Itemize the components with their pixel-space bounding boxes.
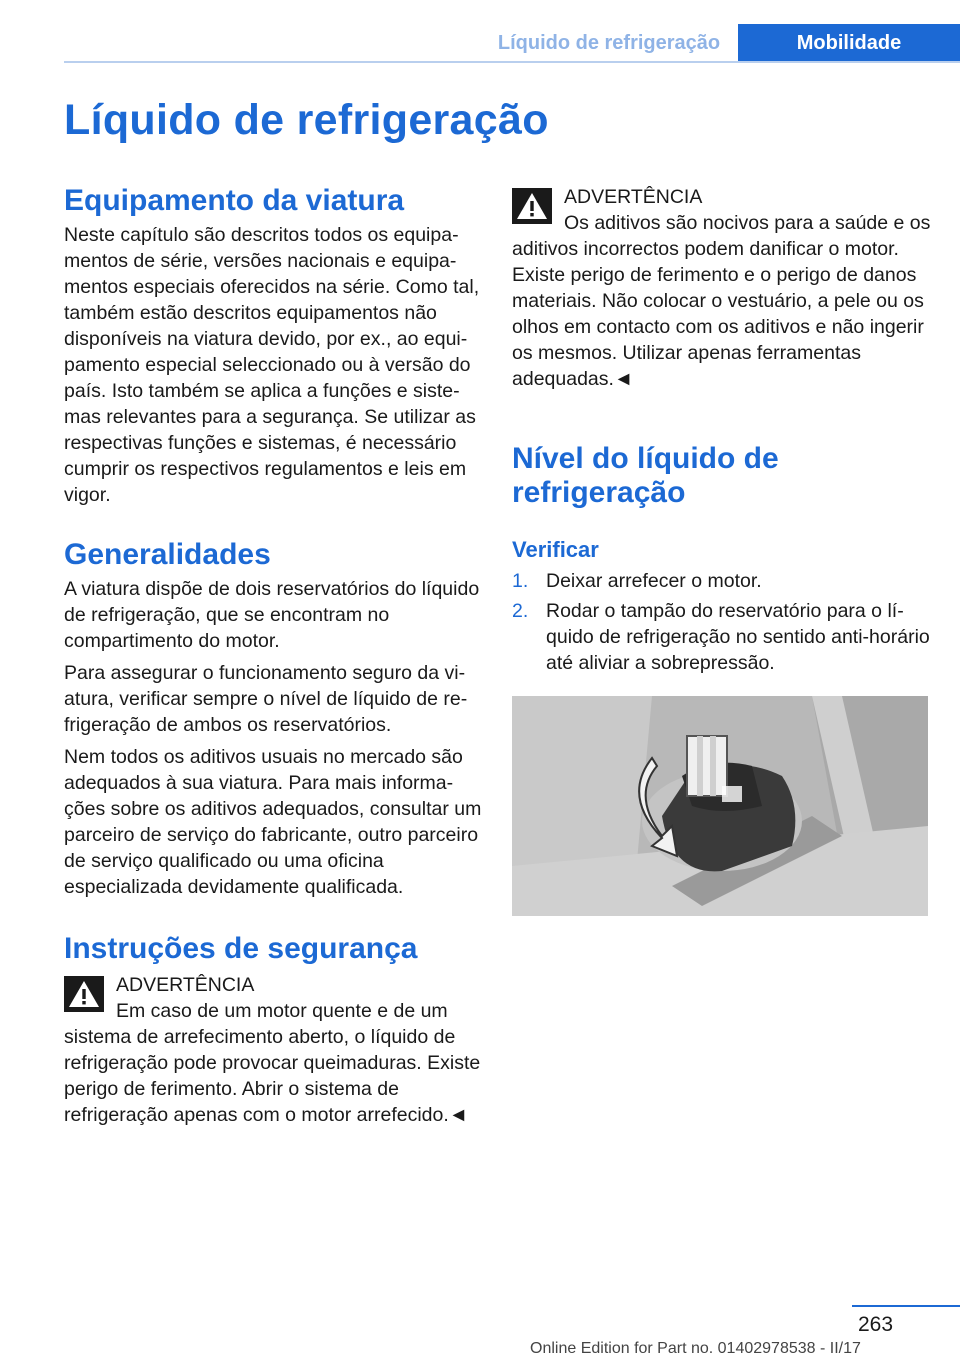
- left-column: [64, 184, 484, 1128]
- section-heading-safety: Instruções de segurança: [64, 932, 418, 965]
- warning-triangle-icon: [512, 188, 552, 224]
- general-paragraph-3: Nem todos os aditivos usuais no mercado são adequados à sua viatura. Para mais informações sobre os aditivos adequados, consultar um parceiro de serviço do fabricante, outro parceiro de serviço qualificado ou uma oficina especializada devidamente qualificada.: [64, 746, 482, 898]
- footer-edition: Online Edition for Part no. 01402978538 - II/17: [530, 1340, 861, 1357]
- step-item: [512, 598, 932, 676]
- additives-warning: [512, 184, 932, 392]
- section-heading-equipment: Equipamento da viatura: [64, 184, 405, 217]
- equipment-paragraph: Neste capítulo são descritos todos os equipamentos de série, versões nacionais e equipamentos especiais oferecidos na série. Como tal, também estão descritos equipamentos não disponíveis na viatura devido, por ex., ao equipamento especial seleccionado ou à versão do país. Isto também se aplica a funções e sistemas relevantes para a segurança. Se utilizar as respectivas funções e sistemas, é necessário cumprir os respectivos regulamentos e leis em vigor.: [64, 224, 480, 506]
- header-rule: [64, 61, 960, 63]
- step-number: 1.: [512, 570, 529, 592]
- step-number: 2.: [512, 600, 529, 622]
- subheading-check: Verificar: [512, 537, 599, 562]
- right-column: [512, 184, 932, 916]
- coolant-cap-photo: [512, 696, 928, 916]
- section-heading-coolant-level: Nível do líquido de refrigeração: [512, 442, 779, 509]
- warning-text: Os aditivos são nocivos para a saúde e os aditivos incorrectos podem danificar o motor. Existe perigo de ferimento e o perigo de danos materiais. Não colocar o vestuário, a pele ou os olhos em contacto com os aditivos e não ingerir os mesmos. Utilizar apenas ferramentas adequadas.◄: [512, 212, 931, 390]
- header-section-title: Líquido de refrigeração: [497, 31, 721, 54]
- header-chapter-tab: Mobilidade: [738, 24, 960, 62]
- check-steps: [512, 568, 932, 676]
- section-heading-general: Generalidades: [64, 538, 271, 571]
- warning-triangle-icon: [64, 976, 104, 1012]
- step-item: [512, 568, 932, 594]
- step-text: Rodar o tampão do reservatório para o líquido de refrigeração no sentido anti-horário até aliviar a sobrepressão.: [546, 600, 930, 674]
- safety-warning: [64, 972, 484, 1128]
- warning-label: ADVERTÊNCIA: [116, 974, 255, 996]
- general-paragraph-1: A viatura dispõe de dois reservatórios do líquido de refrigeração, que se encontram no compartimento do motor.: [64, 578, 480, 652]
- warning-label: ADVERTÊNCIA: [564, 186, 703, 208]
- page-title: Líquido de refrigeração: [64, 96, 549, 144]
- page-number: 263: [858, 1313, 894, 1336]
- general-paragraph-2: Para assegurar o funcionamento seguro da viatura, verificar sempre o nível de líquido de refrigeração de ambos os reservatórios.: [64, 662, 468, 736]
- warning-text: Em caso de um motor quente e de um sistema de arrefecimento aberto, o líquido de refrigeração pode provocar queimaduras. Existe perigo de ferimento. Abrir o sistema de refrigeração apenas com o motor arrefecido.◄: [64, 1000, 481, 1126]
- footer-rule: [852, 1305, 960, 1307]
- step-text: Deixar arrefecer o motor.: [546, 570, 762, 592]
